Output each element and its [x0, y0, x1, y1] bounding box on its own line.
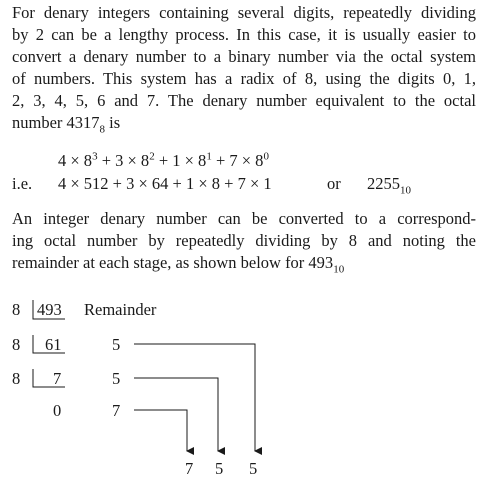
- equation-line-values: 4 × 512 + 3 × 64 + 1 × 8 + 7 × 1: [58, 174, 272, 193]
- octal-digit: 5: [249, 459, 258, 478]
- ie-label: i.e.: [12, 174, 33, 193]
- exponent: 3: [92, 150, 98, 163]
- dividend: 7: [53, 369, 62, 388]
- text-fragment: is: [105, 113, 121, 132]
- remainder-value: 5: [112, 369, 121, 388]
- arrow-remainder-2: [134, 378, 218, 451]
- division-bracket: [33, 369, 65, 387]
- arrow-remainder-1: [134, 344, 255, 451]
- divisor: 8: [12, 335, 21, 354]
- result-value: 2255: [367, 174, 400, 193]
- division-bracket: [33, 300, 65, 319]
- remainder-header: Remainder: [84, 300, 157, 319]
- text-line: by 2 can be a lengthy process. In this case, it is usually easier to: [12, 25, 476, 44]
- exponent: 0: [263, 150, 269, 163]
- exponent: 2: [149, 150, 155, 163]
- divisor: 8: [12, 300, 21, 319]
- text-line: For denary integers containing several digits, repeatedly dividing: [12, 3, 476, 22]
- dividend: 493: [37, 300, 62, 319]
- text-line: convert a denary number to a binary number via the octal system: [12, 47, 476, 66]
- dividend: 0: [53, 401, 62, 420]
- eq-term: + 1 × 8: [154, 151, 207, 170]
- text-line: ing octal number by repeatedly dividing by 8 and noting the: [12, 231, 476, 250]
- eq-term: + 3 × 8: [97, 151, 150, 170]
- text-fragment: remainder at each stage, as shown below for 493: [12, 253, 334, 272]
- octal-digit: 7: [185, 459, 194, 478]
- subscript: 8: [99, 123, 106, 136]
- arrow-remainder-3: [134, 410, 187, 451]
- or-label: or: [327, 174, 341, 193]
- text-line: An integer denary number can be converted to a correspond-: [12, 209, 476, 228]
- divisor: 8: [12, 369, 21, 388]
- exponent: 1: [206, 150, 212, 163]
- text-line: 2, 3, 4, 5, 6 and 7. The denary number equivalent to the octal: [12, 91, 476, 110]
- remainder-value: 5: [112, 335, 121, 354]
- text-fragment: number 4317: [12, 113, 100, 132]
- dividend: 61: [45, 335, 62, 354]
- octal-digit: 5: [215, 459, 224, 478]
- eq-term: + 7 × 8: [211, 151, 264, 170]
- text-line: of numbers. This system has a radix of 8, using the digits 0, 1,: [12, 69, 476, 88]
- eq-term: 4 × 8: [58, 151, 93, 170]
- division-bracket: [33, 335, 65, 353]
- remainder-value: 7: [112, 401, 121, 420]
- subscript: 10: [333, 263, 345, 276]
- subscript: 10: [400, 184, 411, 197]
